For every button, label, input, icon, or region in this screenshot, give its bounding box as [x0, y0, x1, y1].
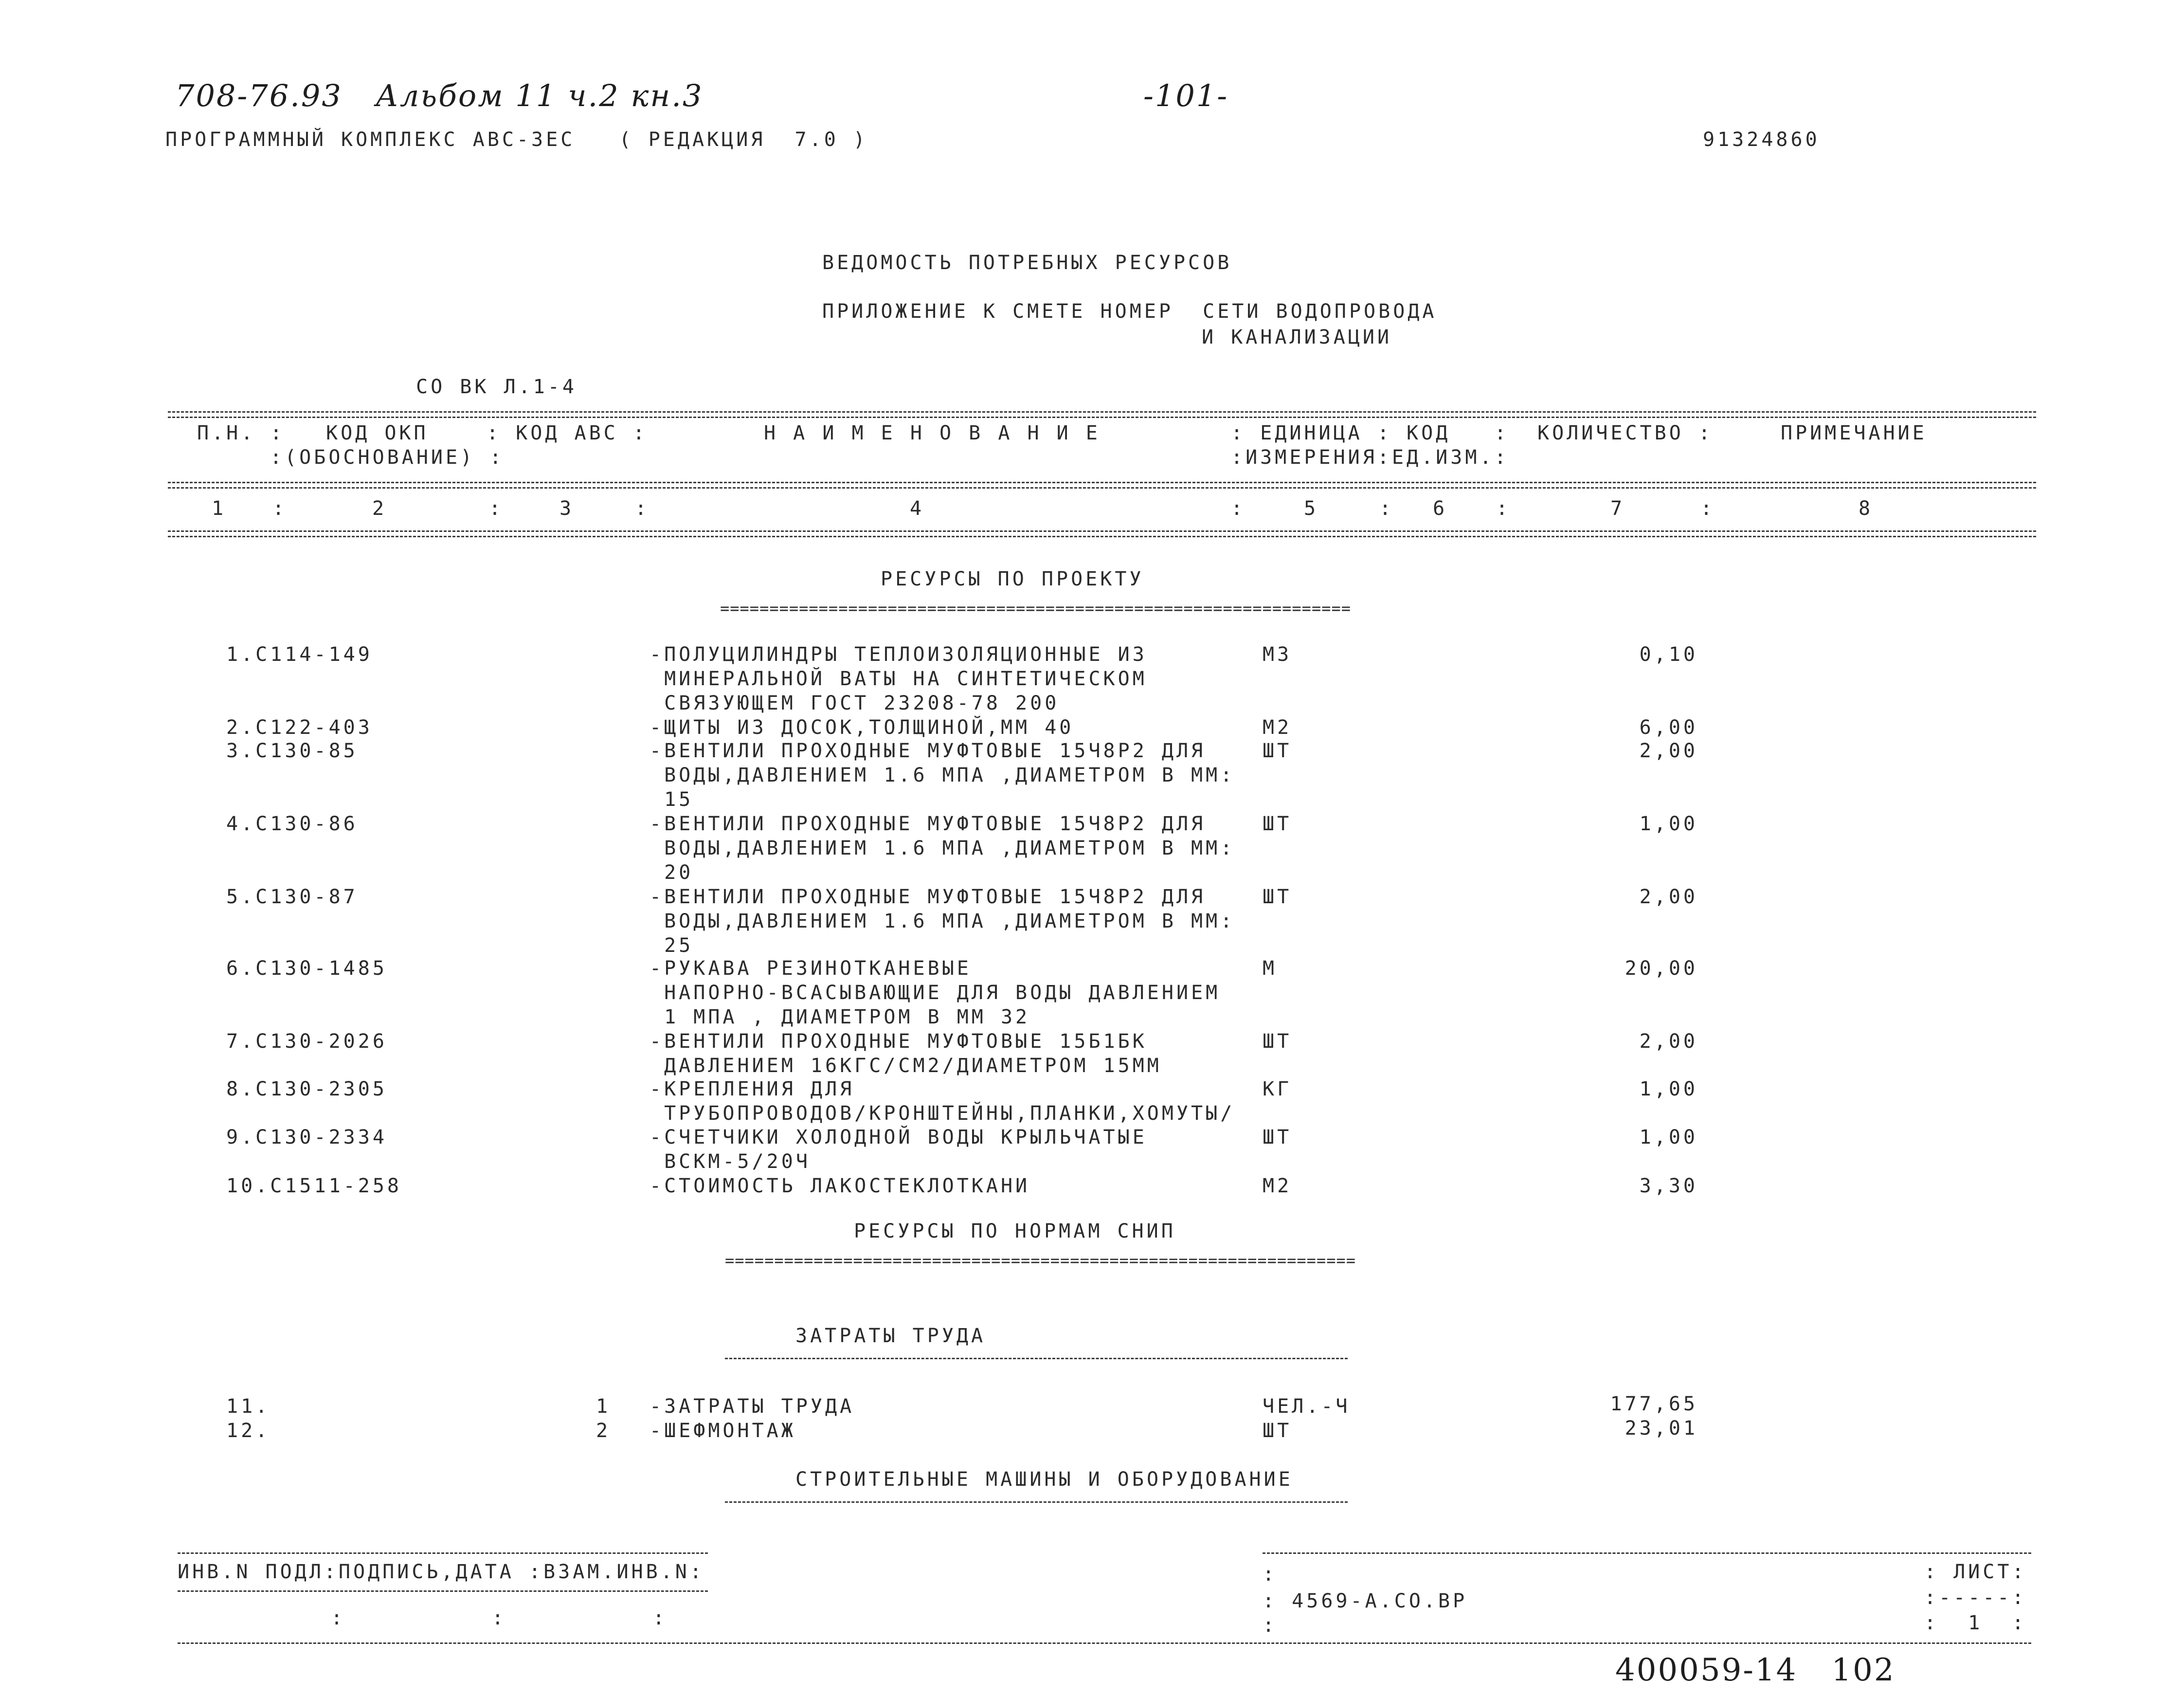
document-subtitle-2: И КАНАЛИЗАЦИИ	[1202, 326, 1392, 348]
handwritten-page-number: -101-	[1143, 78, 1229, 113]
item-code: 3.С130-85	[226, 740, 358, 762]
col-header-abc: : КОД АВС :	[487, 422, 648, 444]
item-name-line: ВОДЫ,ДАВЛЕНИЕМ 1.6 МПА ,ДИАМЕТРОМ В ММ:	[650, 910, 1235, 932]
item-quantity: 2,00	[1639, 740, 1698, 762]
col-number-8: 8	[1859, 497, 1874, 520]
stamp-rule	[1263, 1552, 2031, 1554]
item-name-line: ДАВЛЕНИЕМ 16КГС/СМ2/ДИАМЕТРОМ 15ММ	[650, 1055, 1162, 1077]
item-name-line: СВЯЗУЮЩЕМ ГОСТ 23208-78 200	[650, 692, 1060, 714]
item-name-line: 1 МПА , ДИАМЕТРОМ В ММ 32	[650, 1006, 1030, 1028]
section-underline-equals: ================================================================	[725, 1251, 1356, 1270]
labor-row-num: 12.	[226, 1420, 271, 1442]
item-name-line: 25	[650, 934, 694, 957]
item-code: 7.С130-2026	[226, 1030, 387, 1053]
col-number-5: 5	[1304, 497, 1319, 520]
item-name-line: ТРУБОПРОВОДОВ/КРОНШТЕЙНЫ,ПЛАНКИ,ХОМУТЫ/	[650, 1102, 1235, 1125]
stamp-labels: ИНВ.N ПОДЛ:ПОДПИСЬ,ДАТА :ВЗАМ.ИНВ.N:	[178, 1561, 704, 1583]
item-unit: М	[1263, 957, 1278, 980]
section-underline	[725, 1501, 1348, 1503]
sheet-number: : 1 :	[1924, 1612, 2027, 1634]
col-header-basis: :(ОБОСНОВАНИЕ) :	[270, 446, 505, 469]
item-name-line: -ВЕНТИЛИ ПРОХОДНЫЕ МУФТОВЫЕ 15Б1БК	[650, 1030, 1147, 1053]
document-code: 91324860	[1703, 128, 1820, 151]
item-quantity: 1,00	[1639, 813, 1698, 835]
col-separator: :	[1379, 497, 1394, 520]
sheet-separator: :-----:	[1924, 1587, 2027, 1609]
doc-code: : 4569-А.СО.ВР	[1263, 1590, 1468, 1612]
item-unit: М2	[1263, 1175, 1292, 1197]
stamp-rule-bottom	[178, 1642, 2031, 1644]
col-header-unit-code: :ИЗМЕРЕНИЯ:ЕД.ИЗМ.:	[1231, 446, 1509, 469]
labor-row-name: -ЗАТРАТЫ ТРУДА	[650, 1395, 855, 1418]
item-unit: ШТ	[1263, 813, 1292, 835]
item-name-line: -СЧЕТЧИКИ ХОЛОДНОЙ ВОДЫ КРЫЛЬЧАТЫЕ	[650, 1126, 1147, 1149]
item-name-line: -ПОЛУЦИЛИНДРЫ ТЕПЛОИЗОЛЯЦИОННЫЕ ИЗ	[650, 643, 1147, 666]
item-quantity: 20,00	[1624, 957, 1698, 980]
col-number-6: 6	[1433, 497, 1448, 520]
labor-row-qty: 23,01	[1624, 1417, 1698, 1440]
document-title: ВЕДОМОСТЬ ПОТРЕБНЫХ РЕСУРСОВ	[822, 252, 1232, 274]
col-number-1: 1	[212, 497, 227, 520]
sheet-label: : ЛИСТ:	[1924, 1561, 2027, 1583]
item-unit: КГ	[1263, 1078, 1292, 1100]
labor-row-unit: ШТ	[1263, 1420, 1292, 1442]
item-name-line: 20	[650, 861, 694, 884]
item-unit: ШТ	[1263, 1030, 1292, 1053]
item-quantity: 1,00	[1639, 1126, 1698, 1149]
estimate-reference: СО ВК Л.1-4	[416, 376, 577, 398]
col-header-okp: КОД ОКП	[326, 422, 429, 444]
stamp-rule	[178, 1552, 708, 1554]
item-quantity: 1,00	[1639, 1078, 1698, 1100]
item-unit: ШТ	[1263, 886, 1292, 908]
item-code: 6.С130-1485	[226, 957, 387, 980]
col-separator: :	[272, 497, 288, 520]
item-code: 8.С130-2305	[226, 1078, 387, 1100]
section-labor: ЗАТРАТЫ ТРУДА	[795, 1325, 986, 1347]
labor-row-unit: ЧЕЛ.-Ч	[1263, 1395, 1351, 1418]
item-name-line: -ВЕНТИЛИ ПРОХОДНЫЕ МУФТОВЫЕ 15Ч8Р2 ДЛЯ	[650, 813, 1206, 835]
item-code: 5.С130-87	[226, 886, 358, 908]
item-name-line: МИНЕРАЛЬНОЙ ВАТЫ НА СИНТЕТИЧЕСКОМ	[650, 668, 1147, 690]
section-project-resources: РЕСУРСЫ ПО ПРОЕКТУ	[881, 568, 1144, 590]
item-name-line: -КРЕПЛЕНИЯ ДЛЯ	[650, 1078, 855, 1100]
col-number-4: 4	[910, 497, 925, 520]
item-name-line: -РУКАВА РЕЗИНОТКАНЕВЫЕ	[650, 957, 972, 980]
col-number-2: 2	[372, 497, 387, 520]
item-code: 9.С130-2334	[226, 1126, 387, 1149]
handwritten-album-ref: 708-76.93 Альбом 11 ч.2 кн.3	[175, 78, 704, 113]
item-quantity: 2,00	[1639, 886, 1698, 908]
labor-row-abc: 2	[596, 1420, 611, 1442]
labor-row-qty: 177,65	[1610, 1393, 1698, 1415]
item-code: 2.С122-403	[226, 716, 373, 739]
col-number-3: 3	[560, 497, 575, 520]
item-name-line: -ВЕНТИЛИ ПРОХОДНЫЕ МУФТОВЫЕ 15Ч8Р2 ДЛЯ	[650, 740, 1206, 762]
col-separator: :	[489, 497, 504, 520]
item-name-line: -СТОИМОСТЬ ЛАКОСТЕКЛОТКАНИ	[650, 1175, 1030, 1197]
col-header-quantity: КОЛИЧЕСТВО :	[1537, 422, 1713, 444]
document-subtitle-1: ПРИЛОЖЕНИЕ К СМЕТЕ НОМЕР СЕТИ ВОДОПРОВОДА	[822, 300, 1437, 323]
header-rule-bottom	[168, 530, 2036, 532]
labor-row-name: -ШЕФМОНТАЖ	[650, 1420, 796, 1442]
col-number-7: 7	[1610, 497, 1625, 520]
section-snip-resources: РЕСУРСЫ ПО НОРМАМ СНИП	[854, 1220, 1176, 1242]
item-name-line: 15	[650, 788, 694, 811]
section-machines: СТРОИТЕЛЬНЫЕ МАШИНЫ И ОБОРУДОВАНИЕ	[795, 1468, 1293, 1491]
item-name-line: ВОДЫ,ДАВЛЕНИЕМ 1.6 МПА ,ДИАМЕТРОМ В ММ:	[650, 764, 1235, 786]
item-unit: М3	[1263, 643, 1292, 666]
header-rule-top	[168, 411, 2036, 413]
section-underline-equals: ================================================================	[720, 599, 1351, 618]
item-unit: М2	[1263, 716, 1292, 739]
item-quantity: 2,00	[1639, 1030, 1698, 1053]
col-header-pn: П.Н. :	[197, 422, 285, 444]
item-code: 4.С130-86	[226, 813, 358, 835]
item-name-line: НАПОРНО-ВСАСЫВАЮЩИЕ ДЛЯ ВОДЫ ДАВЛЕНИЕМ	[650, 982, 1221, 1004]
col-header-name: Н А И М Е Н О В А Н И Е	[764, 422, 1101, 444]
section-underline	[725, 1358, 1348, 1359]
item-unit: ШТ	[1263, 1126, 1292, 1149]
col-separator: :	[1700, 497, 1715, 520]
item-name-line: -ЩИТЫ ИЗ ДОСОК,ТОЛЩИНОЙ,ММ 40	[650, 716, 1074, 739]
item-quantity: 0,10	[1639, 643, 1698, 666]
item-name-line: -ВЕНТИЛИ ПРОХОДНЫЕ МУФТОВЫЕ 15Ч8Р2 ДЛЯ	[650, 886, 1206, 908]
stamp-empty-cells: : : :	[331, 1607, 668, 1629]
col-separator: :	[1496, 497, 1511, 520]
item-code: 10.С1511-258	[226, 1175, 402, 1197]
col-separator: :	[635, 497, 650, 520]
labor-row-abc: 1	[596, 1395, 611, 1418]
col-separator: :	[1231, 497, 1246, 520]
doc-colon-top: :	[1263, 1563, 1278, 1586]
item-name-line: ВСКМ-5/20Ч	[650, 1150, 811, 1173]
item-code: 1.С114-149	[226, 643, 373, 666]
program-line: ПРОГРАММНЫЙ КОМПЛЕКС АВС-3ЕС ( РЕДАКЦИЯ 7.0 )	[165, 128, 868, 151]
item-unit: ШТ	[1263, 740, 1292, 762]
item-name-line: ВОДЫ,ДАВЛЕНИЕМ 1.6 МПА ,ДИАМЕТРОМ В ММ:	[650, 837, 1235, 859]
item-quantity: 3,30	[1639, 1175, 1698, 1197]
header-rule-mid	[168, 482, 2036, 483]
item-quantity: 6,00	[1639, 716, 1698, 739]
col-header-note: ПРИМЕЧАНИЕ	[1781, 422, 1927, 444]
labor-row-num: 11.	[226, 1395, 271, 1418]
stamp-rule	[178, 1590, 708, 1592]
doc-colon-bottom: :	[1263, 1614, 1278, 1637]
handwritten-bottom-number: 400059-14 102	[1615, 1652, 1895, 1688]
col-header-unit: : ЕДИНИЦА : КОД :	[1231, 422, 1509, 444]
